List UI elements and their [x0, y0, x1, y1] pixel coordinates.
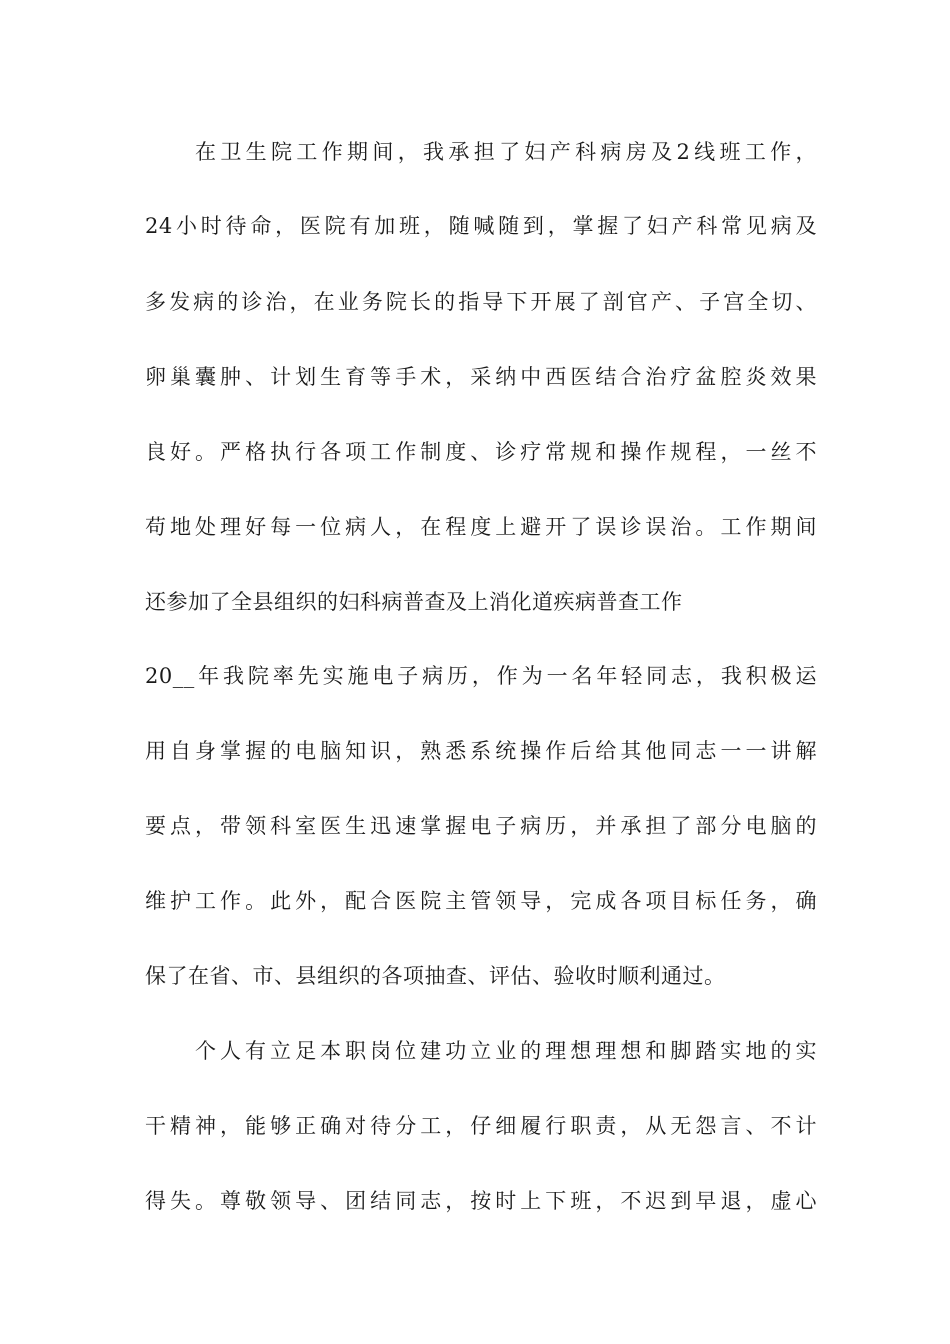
paragraph-line: 个人有立足本职岗位建功立业的理想理想和脚踏实地的实	[195, 1039, 817, 1063]
paragraph-line: 要点，带领科室医生迅速掌握电子病历，并承担了部分电脑的	[145, 814, 817, 838]
paragraph-line: 维护工作。此外，配合医院主管领导，完成各项目标任务，确	[145, 889, 817, 913]
paragraph-line: 20__年我院率先实施电子病历，作为一名年轻同志，我积极运	[145, 664, 817, 688]
paragraph-line: 保了在省、市、县组织的各项抽查、评估、验收时顺利通过。	[145, 964, 726, 988]
paragraph-line: 在卫生院工作期间，我承担了妇产科病房及2线班工作，	[195, 140, 817, 164]
paragraph-line: 24小时待命，医院有加班，随喊随到，掌握了妇产科常见病及	[145, 214, 817, 238]
paragraph-line: 干精神，能够正确对待分工，仔细履行职责，从无怨言、不计	[145, 1114, 817, 1138]
paragraph-line: 还参加了全县组织的妇科病普查及上消化道疾病普查工作	[145, 590, 683, 614]
paragraph-line: 卵巢囊肿、计划生育等手术，采纳中西医结合治疗盆腔炎效果	[145, 365, 817, 389]
paragraph-line: 苟地处理好每一位病人，在程度上避开了误诊误治。工作期间	[145, 515, 817, 539]
paragraph-line: 得失。尊敬领导、团结同志，按时上下班，不迟到早退，虚心	[145, 1189, 817, 1213]
paragraph-line: 多发病的诊治，在业务院长的指导下开展了剖官产、子宫全切、	[145, 290, 817, 314]
paragraph-line: 良好。严格执行各项工作制度、诊疗常规和操作规程，一丝不	[145, 440, 817, 464]
paragraph-line: 用自身掌握的电脑知识，熟悉系统操作后给其他同志一一讲解	[145, 739, 817, 763]
